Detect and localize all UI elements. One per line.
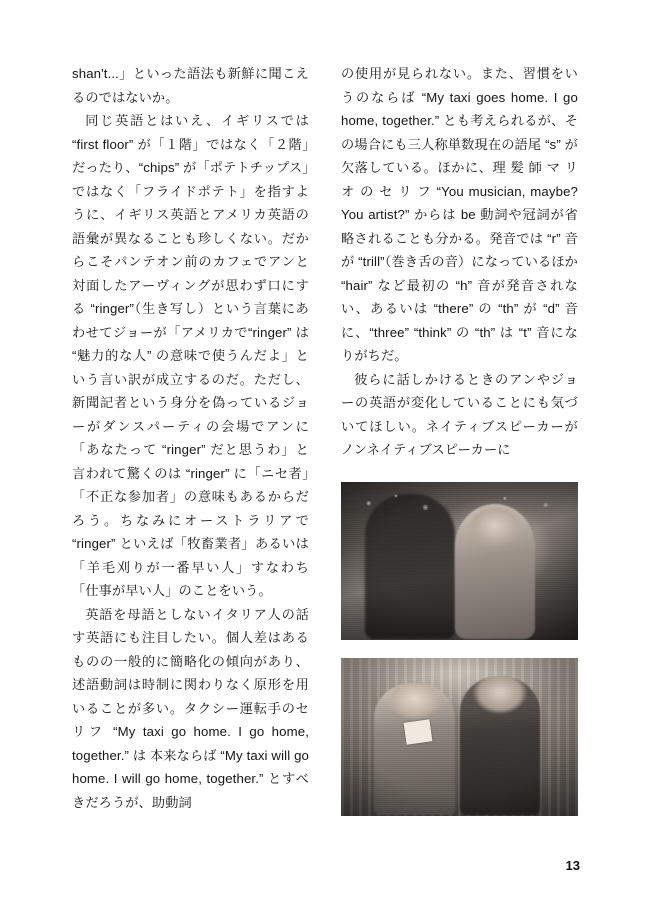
paragraph: 彼らに話しかけるときのアンやジョーの英語が変化していることにも気づいてほしい。ネイティブスピーカーがノンネイティブスピーカーに [341, 371, 578, 457]
photo-two-men-with-card [341, 658, 578, 816]
photo-vignette [341, 658, 578, 816]
paragraph: 同じ英語とはいえ、イギリスでは “first floor” が「１階」ではなく「２階」だったり、“chips” が「ポテトチップス」ではなく「フライドポテト」を指すように、イギリス英語とアメリカ英語の語彙が異なることも珍しくない。だからこそパンテオン前のカフェでアンと対面したアーヴィングが思わず口にする “ringer”（生き写し）という言葉にあわせてジョーが「アメリカで“ringer” は “魅力的な人” の意味で使うんだよ」という言い訳が成立するのだ。ただし、新聞記者という身分を偽っているジョーがダンスパーティの会場でアンに「あなたって “ringer” だと思うわ」と言われて驚くのは “ringer” に「ニセ者」「不正な参加者」の意味もあるからだろう。ちなみにオーストラリアで “ringer” といえば「牧畜業者」あるいは「羊毛刈りが一番早い人」すなわち「仕事が早い人」のことをいう。 [72, 113, 309, 598]
paragraph: shan't...」といった語法も新鮮に聞こえるのではないか。 [72, 66, 309, 105]
photo-dancing-couple [341, 482, 578, 640]
photo-vignette [341, 482, 578, 640]
page-number: 13 [565, 858, 580, 873]
paragraph: の使用が見られない。また、習慣をいうのならば “My taxi goes home. I go home, together.” とも考えられるが、その場合にも三人称単数現在の語尾 “s” が欠落している。ほかに、理 髪 師 マ リ オ の セ リ フ “You musician, maybe? You artist?” からは be 動詞や冠詞が省略されることも分かる。発音では “r” 音が “trill”（巻き舌の音）になっているほか “hair” など最初の “h” 音が発音されない、あるいは “there” の “th” が “d” 音に、“three” “think” の “th” は “t” 音になりがちだ。 [341, 66, 578, 363]
left-column [72, 62, 309, 852]
right-column [341, 62, 578, 852]
paragraph: 英語を母語としないイタリア人の話す英語にも注目したい。個人差はあるものの一般的に簡略化の傾向があり、述語動詞は時制に関わりなく原形を用いることが多い。タクシー運転手のセリフ “My taxi go home. I go home, together.” は 本来ならば “My taxi will go home. I will go home, together.” とすべきだろうが、助動詞 [72, 606, 309, 810]
two-column-text-body [72, 62, 578, 852]
